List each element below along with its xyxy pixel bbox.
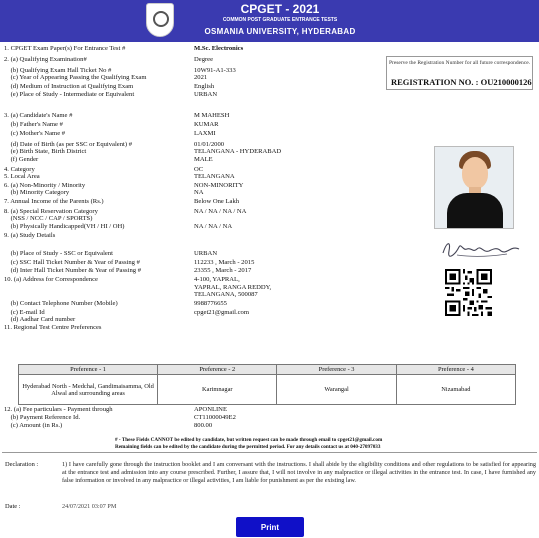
field-value: URBAN (194, 91, 218, 98)
field-value: NON-MINORITY (194, 182, 244, 189)
header-banner (0, 0, 539, 42)
field-label: (NSS / NCC / CAP / SPORTS) (4, 215, 93, 222)
fee-value: CT11000049E2 (194, 414, 236, 421)
field-value: Degree (194, 56, 214, 63)
registration-number: REGISTRATION NO. : OU210000126 (391, 77, 532, 87)
edit-note-2: Remaining fields can be edited by the candidate during the permitted period. For any details contact us at 040-27097033 (115, 444, 381, 450)
field-label: 2. (a) Qualifying Examination# (4, 56, 87, 63)
field-label: 1. CPGET Exam Paper(s) For Entrance Test # (4, 45, 126, 52)
field-value: English (194, 83, 215, 90)
fee-value: 800.00 (194, 422, 213, 429)
field-value: 4-100, YAPRAL, (194, 276, 240, 283)
field-label: 9. (a) Study Details (4, 232, 56, 239)
field-label: 7. Annual Income of the Parents (Rs.) (4, 198, 104, 205)
field-label: (b) Physically Handicapped(VH / HI / OH) (4, 223, 125, 230)
field-label: (b) Minority Category (4, 189, 70, 196)
field-value: M MAHESH (194, 112, 230, 119)
date-label: Date : (5, 503, 21, 510)
field-value: NA / NA / NA (194, 223, 233, 230)
declaration-text: 1) I have carefully gone through the instruction booklet and I am conversant with the instructions. I shall abide by the eligibility conditions and other regulations to be satisfied for appearing at the entrance test and admission into any course prescribed. Further, I assure that, I will not involve in any malpractice or illegal activities in the entrance test. In case, I have furnished any false information or involved in any malpractice or illegal activities, I am liable for punishment as per the existing law. (62, 461, 536, 485)
field-value: 9988776655 (194, 300, 227, 307)
field-label: (e) Place of Study - Intermediate or Equivalent (4, 91, 135, 98)
preference-header: Preference - 4 (396, 365, 515, 375)
field-label: (c) E-mail Id (4, 309, 45, 316)
field-label: (d) Date of Birth (as per SSC or Equivalent) # (4, 141, 133, 148)
field-label: (e) Birth State, Birth District (4, 148, 87, 155)
field-value: Below One Lakh (194, 198, 240, 205)
field-value: 01/01/2000 (194, 141, 225, 148)
field-value: URBAN (194, 250, 218, 257)
field-value: 23355 , March - 2017 (194, 267, 252, 274)
field-value: NA / NA / NA / NA (194, 208, 247, 215)
preference-value: Karimnagar (158, 375, 277, 405)
field-value: 112233 , March - 2015 (194, 259, 255, 266)
registration-note: Preserve the Registration Number for all future correspondence. (388, 60, 531, 66)
page-title: CPGET - 2021 (240, 2, 320, 16)
field-label: 3. (a) Candidate's Name # (4, 112, 73, 119)
field-label: (d) Medium of Instruction at Qualifying Exam (4, 83, 134, 90)
declaration-label: Declaration : (5, 461, 39, 468)
declaration-section (2, 452, 537, 520)
field-label: (b) Father's Name # (4, 121, 63, 128)
field-value: NA (194, 189, 204, 196)
field-label: (c) Mother's Name # (4, 130, 66, 137)
date-value: 24/07/2021 03:07 PM (62, 503, 117, 510)
candidate-photo (434, 146, 514, 229)
fee-label: (b) Payment Reference Id. (4, 414, 81, 421)
field-value: OC (194, 166, 204, 173)
field-label: 10. (a) Address for Correspondence (4, 276, 98, 283)
field-value: 10W91-A1-333 (194, 67, 236, 74)
preferences-table (18, 364, 516, 405)
field-label: (b) Contact Telephone Number (Mobile) (4, 300, 118, 307)
field-value: KUMAR (194, 121, 219, 128)
field-label: 8. (a) Special Reservation Category (4, 208, 98, 215)
field-value: cpget21@gmail.com (194, 309, 249, 316)
field-label: 4. Category (4, 166, 35, 173)
field-value: 2021 (194, 74, 208, 81)
preference-header: Preference - 1 (19, 365, 158, 375)
preference-value: Nizamabad (396, 375, 515, 405)
field-label: (b) Place of Study - SSC or Equivalent (4, 250, 113, 257)
field-value: LAXMI (194, 130, 216, 137)
preference-header: Preference - 3 (277, 365, 396, 375)
field-label: 5. Local Area (4, 173, 40, 180)
print-button[interactable]: Print (236, 517, 304, 537)
field-value: YAPRAL, RANGA REDDY, (194, 284, 272, 291)
field-label: (f) Gender (4, 156, 39, 163)
field-label: 11. Regional Test Centre Preferences (4, 324, 102, 331)
registration-box (386, 56, 533, 90)
preference-header: Preference - 2 (158, 365, 277, 375)
field-label: (c) Year of Appearing Passing the Qualifying Exam (4, 74, 147, 81)
table-row (19, 375, 516, 405)
field-value: M.Sc. Electronics (194, 45, 244, 52)
qr-code (445, 269, 492, 316)
field-label: (b) Qualifying Exam Hall Ticket No # (4, 67, 112, 74)
preference-value: Warangal (277, 375, 396, 405)
candidate-signature (437, 237, 525, 261)
field-value: MALE (194, 156, 213, 163)
university-name: OSMANIA UNIVERSITY, HYDERABAD (204, 27, 356, 36)
field-label: (c) SSC Hall Ticket Number & Year of Passing # (4, 259, 140, 266)
edit-note: # - These Fields CANNOT be edited by candidate, but written request can be made through email to cpget21@gmail.com (115, 437, 383, 443)
field-value: TELANGANA - HYDERABAD (194, 148, 282, 155)
field-value: TELANGANA (194, 173, 235, 180)
field-label: 6. (a) Non-Minority / Minority (4, 182, 86, 189)
field-label: (d) Aadhar Card number (4, 316, 76, 323)
fee-label: (c) Amount (in Rs.) (4, 422, 63, 429)
field-label: (d) Inter Hall Ticket Number & Year of Passing # (4, 267, 141, 274)
preference-value: Hyderabad North - Medchal, Gandimaisamma, Old Alwal and surrounding areas (19, 375, 158, 405)
field-value: TELANGANA, 500087 (194, 291, 258, 298)
fee-label: 12. (a) Fee particulars - Payment through (4, 406, 113, 413)
university-logo (146, 3, 174, 37)
page-subtitle: COMMON POST GRADUATE ENTRANCE TESTS (222, 17, 338, 23)
fee-value: APONLINE (194, 406, 227, 413)
